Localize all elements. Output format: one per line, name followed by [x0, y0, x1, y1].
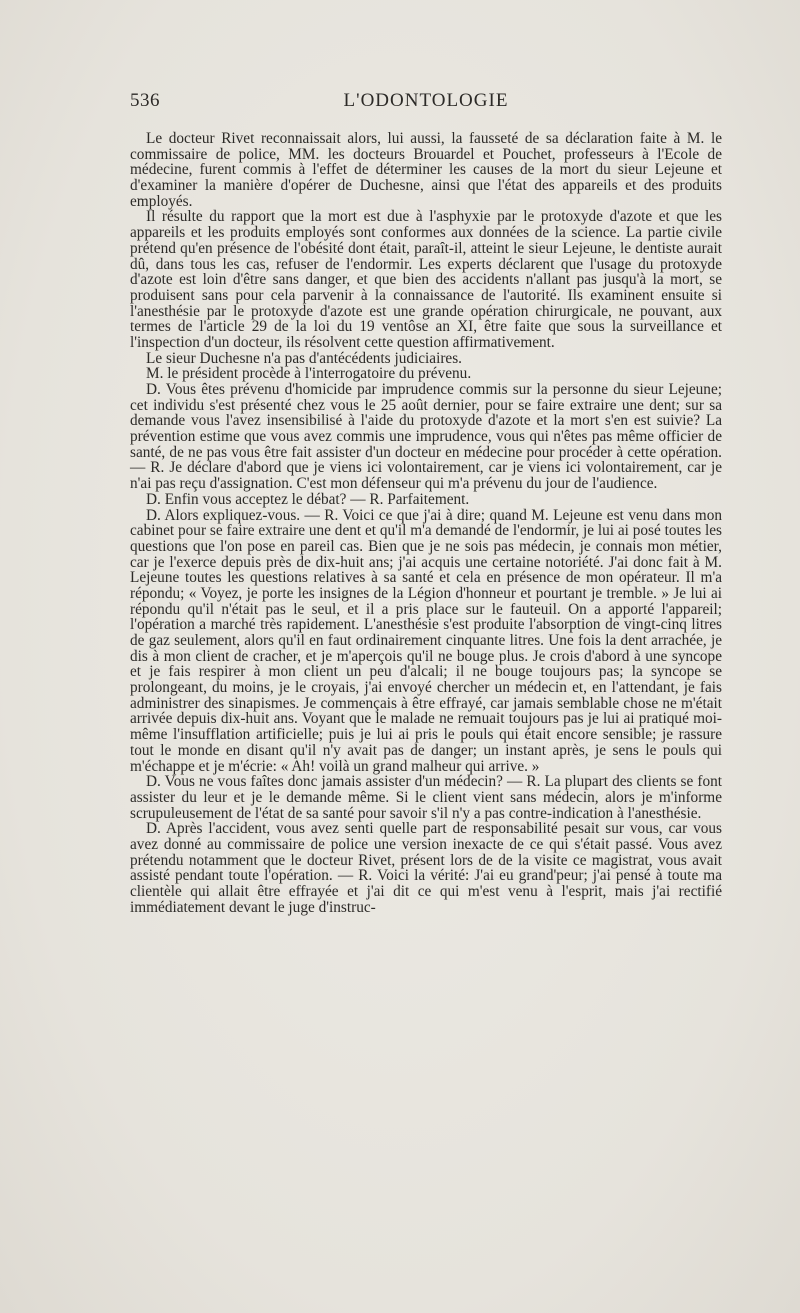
paragraph: D. Vous êtes prévenu d'homicide par imprudence commis sur la personne du sieur Lejeune; cet individu s'est présenté chez vous le 25 août dernier, pour se faire extraire une dent; sur sa demande vous l'avez insensibilisé à l'aide du protoxyde d'azote et la mort s'en est suivie? La prévention estime que vous avez commis une imprudence, vous qui n'êtes pas même officier de santé, de ne pas vous être fait assister d'un docteur en médecine pour procéder à cette opération. — R. Je déclare d'abord que je viens ici volontairement, car je viens ici volontairement, car je n'ai pas reçu d'assignation. C'est mon défenseur qui m'a prévenu du jour de l'audience. — [130, 381, 722, 493]
paragraph: D. Après l'accident, vous avez senti quelle part de responsabilité pesait sur vous, car vous avez donné au commissaire de police une version inexacte de ce qui s'était passé. Vous avez prétendu notamment que le docteur Rivet, présent lors de de la visite ce magistrat, vous avait assisté pendant toute l'opération. — R. Voici la vérité: J'ai eu grand'peur; j'ai pensé à toute ma clientèle qui allait être effrayée et j'ai dit ce qui m'est venu à l'esprit, mais j'ai rectifié immédiatement devant le juge d'instruc- — [130, 820, 722, 916]
body-text — [130, 131, 722, 915]
paragraph: D. Alors expliquez-vous. — R. Voici ce que j'ai à dire; quand M. Lejeune est venu dans mon cabinet pour se faire extraire une dent et qu'il m'a demandé de l'endormir, je lui ai posé toutes les questions que l'on pose en pareil cas. Bien que je ne sois pas médecin, je connais mon métier, car je l'exerce depuis près de dix-huit ans; j'ai acquis une certaine notoriété. J'ai donc fait à M. Lejeune toutes les questions relatives à sa santé et cela en présence de mon opérateur. Il m'a répondu; « Voyez, je porte les insignes de la Légion d'honneur et pourtant je tremble. » Je lui ai répondu qu'il n'était pas le seul, et il a pris place sur le fauteuil. On a apporté l'appareil; l'opération a marché très rapidement. L'anesthésie s'est produite l'absorption de vingt-cinq litres de gaz seulement, alors qu'il en faut ordinairement cinquante litres. Une fois la dent arrachée, je dis à mon client de cracher, et je m'aperçois qu'il ne bouge plus. Je crois d'abord à une syncope et je fais respirer à mon client un peu d'alcali; il ne bouge toujours pas; la syncope se prolongeant, du moins, je le croyais, j'ai envoyé chercher un médecin et, en l'attendant, je fais administrer des sinapismes. Je commençais à être effrayé, car jamais semblable chose ne m'était arrivée depuis dix-huit ans. Voyant que le malade ne remuait toujours pas je lui ai pratiqué moi-même l'insufflation artificielle; puis je lui ai pris le pouls qui était encore sensible; je rassure tout le monde en disant qu'il n'y avait pas de danger; un instant après, je sens le pouls qui m'échappe et je m'écrie: « Ah! voilà un grand malheur qui arrive. » — [130, 506, 722, 775]
paragraph: Il résulte du rapport que la mort est due à l'asphyxie par le protoxyde d'azote et que les appareils et les produits employés sont conformes aux données de la science. La partie civile prétend qu'en présence de l'obésité dont était, paraît-il, atteint le sieur Lejeune, le dentiste aurait dû, dans tous les cas, refuser de l'endormir. Les experts déclarent que l'usage du protoxyde d'azote est loin d'être sans danger, et que bien des accidents n'allant pas jusqu'à la mort, se produisent sans pour cela parvenir à la connaissance de l'autorité. Ils examinent ensuite si l'anesthésie par le protoxyde d'azote est une grande opération chirurgicale, ne pouvant, aux termes de l'article 29 de la loi du 19 ventôse an XI, être faite que sous la surveillance et l'inspection d'un docteur, ils résolvent cette question affirmativement. — [130, 208, 722, 351]
paragraph: Le docteur Rivet reconnaissait alors, lui aussi, la fausseté de sa déclaration faite à M. le commissaire de police, MM. les docteurs Brouardel et Pouchet, professeurs à l'Ecole de médecine, furent commis à l'effet de déterminer les causes de la mort du sieur Lejeune et d'examiner la manière d'opérer de Duchesne, ainsi que l'état des appareils et des produits employés. — [130, 130, 722, 210]
paragraph: D. Enfin vous acceptez le débat? — R. Parfaitement. — [146, 490, 470, 508]
paragraph: D. Vous ne vous faîtes donc jamais assister d'un médecin? — R. La plupart des clients se font assister du leur et je le demande même. Si le client vient sans médecin, alors je m'informe scrupuleusement de l'état de sa santé pour savoir s'il n'y a pas contre-indication à l'anesthésie. — [130, 773, 722, 822]
page-number: 536 — [130, 90, 160, 111]
paragraph: M. le président procède à l'interrogatoire du prévenu. — [146, 365, 472, 383]
running-title: L'ODONTOLOGIE — [343, 90, 509, 111]
paragraph: Le sieur Duchesne n'a pas d'antécédents judiciaires. — [146, 349, 462, 367]
page-header — [130, 90, 722, 120]
